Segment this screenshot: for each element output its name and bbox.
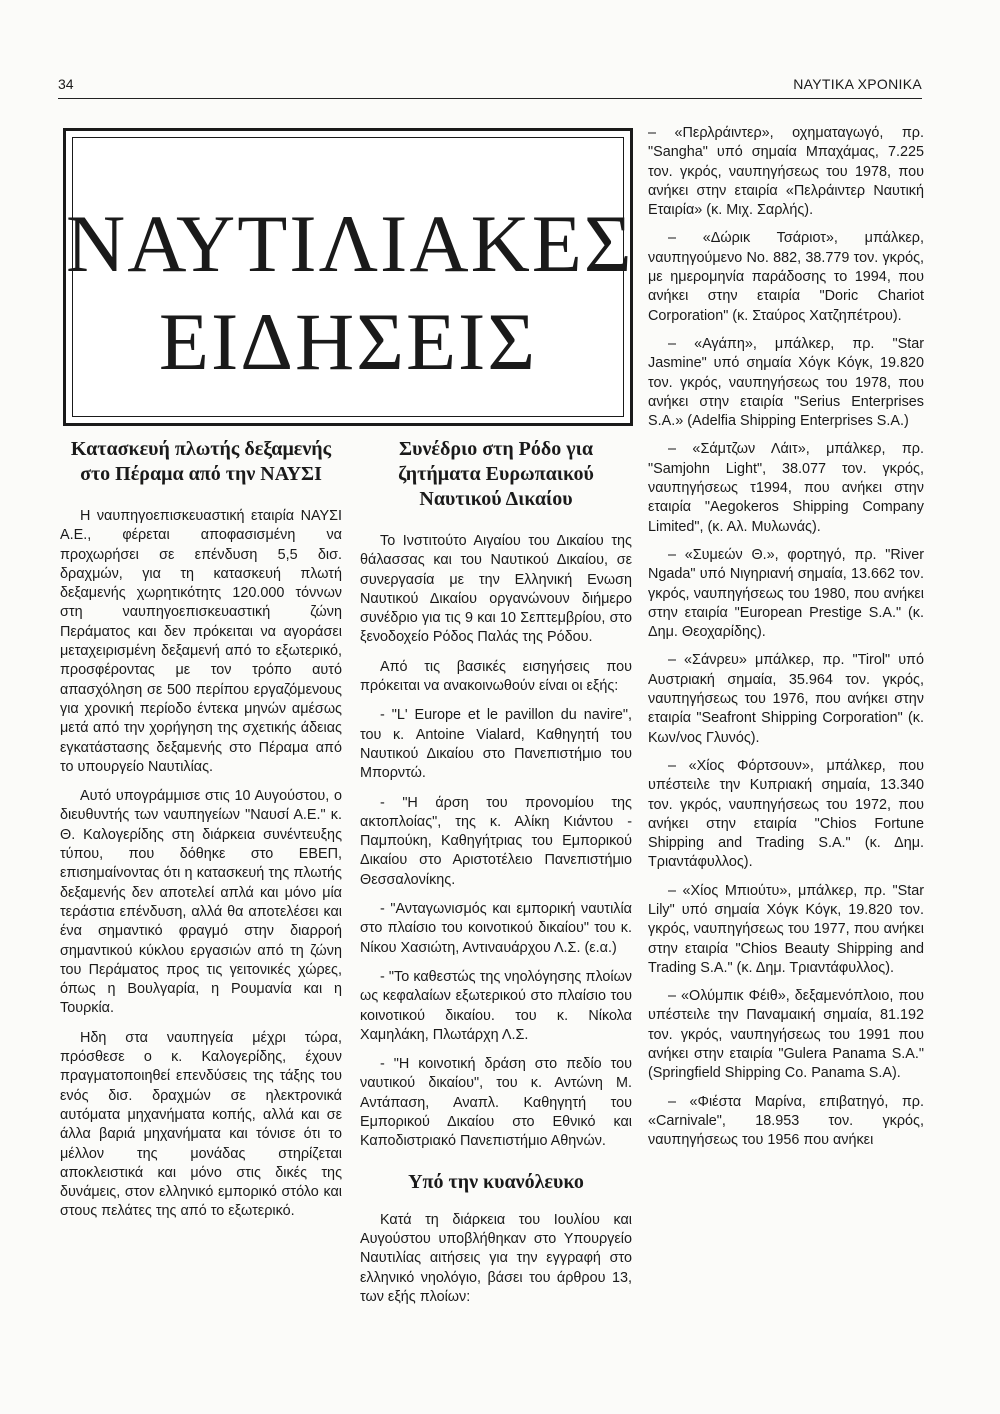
article3-paragraph: Κατά τη διάρκεια του Ιουλίου και Αυγούστου υποβλήθηκαν στο Υπουργείο Ναυτιλίας αιτήσεις για την εγγραφή στο ελληνικό νηολόγιο, βάσει του άρθρου 13, των εξής πλοίων:	[360, 1211, 632, 1305]
article2-paragraph: - "Η κοινοτική δράση στο πεδίο του ναυτικού δικαίου", του κ. Αντώνη Μ. Αντάπαση, Αναπλ. Καθηγητή του Εμπορικού Δικαίου στο Εθνικό και Καποδιστριακό Πανεπιστήμιο Αθηνών.	[360, 1056, 632, 1150]
article2-paragraph: Από τις βασικές εισηγήσεις που πρόκειται να ανακοινωθούν είναι οι εξής:	[360, 658, 632, 695]
page-number: 34	[58, 76, 74, 92]
article3-paragraph: – «Χίος Φόρτσουν», μπάλκερ, που υπέστειλε την Κυπριακή σημαία, 13.340 τον. γκρός, ναυπηγήσεως του 1972, που ανήκει στην εταιρία "Chios Fortune Shipping and Trading S.A." (κ. Δημ. Τριαντάφυλλος).	[648, 757, 924, 871]
section-title-line2: ΕΙΔΗΣΕΙΣ	[158, 296, 538, 387]
article1-heading: Κατασκευή πλωτής δεξαμενής στο Πέραμα από την ΝΑΥΣΙ	[70, 438, 332, 485]
section-title-box	[63, 128, 633, 426]
article1-paragraph: Ηδη στα ναυπηγεία μέχρι τώρα, πρόσθεσε ο κ. Καλογερίδης, έχουν πραγματοποιηθεί επενδύσεις της τάξης του ενός δισ. δραχμών σε ηλεκτρονικά αυτόματα μηχανήματα κοπής, αλλά και σε άλλα βαριά μηχανήματα και τόνισε ότι το μέλλον της μονάδας στηρίζεται αποκλειστικά και μόνο στις δικές της δυνάμεις, στον ελληνικό εμπορικό στόλο και στους πελάτες της από το εξωτερικό.	[60, 1029, 342, 1220]
article3-paragraph: – «Χίος Μπιούτυ», μπάλκερ, πρ. "Star Lily" υπό σημαία Χόγκ Κόγκ, 19.820 τον. γκρός, ναυπηγήσεως του 1977, που ανήκει στην εταιρία "Chios Beauty Shipping and Trading S.A." (κ. Δημ. Τριαντάφυλλος).	[648, 882, 924, 976]
section-title-line1: ΝΑΥΤΙΛΙΑΚΕΣ	[66, 198, 634, 289]
article3-paragraph: – «Σάνρευ» μπάλκερ, πρ. "Tirol" υπό Αυστριακή σημαία, 35.964 τον. γκρός, ναυπηγήσεως του 1976, που ανήκει στην εταιρία "Seafront Shipping Corporation" (κ. Κων/νος Γλυνός).	[648, 652, 924, 746]
article2-paragraph: - "Η άρση του προνομίου της ακτοπλοίας", της κ. Αλίκη Κιάντου - Παμπούκη, Καθηγήτριας του Εμπορικού Δικαίου στο Αριστοτέλειο Πανεπιστήμιο Θεσσαλονίκης.	[360, 794, 632, 888]
article2-paragraph: - "L' Europe et le pavillon du navire", του κ. Antoine Vialard, Καθηγητή του Ναυτικού Δικαίου στο Πανεπιστήμιο του Μπορντώ.	[360, 707, 632, 782]
article1-paragraph: Η ναυπηγοεπισκευαστική εταιρία ΝΑΥΣΙ Α.Ε., φέρεται αποφασισμένη να προχωρήσει σε επένδυση 5,5 δισ. δραχμών, για τη κατασκευή πλωτή δεξαμενής χωρητικότητς 120.000 τόννων στη ναυπηγοεπισκευαστική ζώνη Περάματος και δεν πρόκειται να αγοράσει μεταχειρισμένη δεξαμενή από το εξωτερικό, προσφέροντας με τον τρόπο αυτό απασχόληση σε 500 περίπου εργαζόμενους για χρονική περίοδο έντεκα μηνών αμέσως μετά από την χορήγηση της σχετικής άδειας εγκατάστασης δεξαμενής στο Πέραμα από το υπουργείο Ναυτιλίας.	[60, 508, 342, 775]
article3-paragraph: – «Ολύμπικ Φέιθ», δεξαμενόπλοιο, που υπέστειλε την Παναμαική σημαία, 81.192 τον. γκρός, ναυπηγήσεως του 1991 που ανήκει στην εταιρία "Gulera Panama S.A." (Springfield Shipping Co. Panama S.A).	[648, 988, 924, 1082]
article2-paragraph: Το Ινστιτούτο Αιγαίου του Δικαίου της θάλασσας και του Ναυτικού Δικαίου, σε συνεργασία με την Ελληνική Ενωση Ναυτικού Δικαίου οργανώνουν διήμερο συνέδριο για τις 9 και 10 Σεπτεμβρίου, στο ξενοδοχείο Ρόδος Παλάς της Ρόδου.	[360, 533, 632, 646]
article2-heading: Συνέδριο στη Ρόδο για ζητήματα Ευρωπαικού Ναυτικού Δικαίου	[398, 438, 594, 510]
article3-paragraph: – «Συμεών Θ.», φορτηγό, πρ. "River Ngada" υπό Νιγηριανή σημαία, 13.662 τον. γκρός, ναυπηγήσεως του 1980, που ανήκει στην εταιρία "European Prestige S.A." (κ. Δημ. Θεοχαρίδης).	[648, 546, 924, 641]
article3-paragraph: – «Δώρικ Τσάριοτ», μπάλκερ, ναυπηγούμενο Νο. 882, 38.779 τον. γκρός, με ημερομηνία παράδοσης το 1994, που ανήκει στην εταιρία "Doric Chariot Corporation" (κ. Σταύρος Χατζηπέτρου).	[648, 230, 924, 324]
article3-paragraph: – «Περλράιντερ», οχηματαγωγό, πρ. "Sangha" υπό σημαία Μπαχάμας, 7.225 τον. γκρός, ναυπηγήσεως του 1978, που ανήκει στην εταιρία «Πελράιντερ Ναυτική Εταιρία» (κ. Μιχ. Σαρλής).	[648, 125, 924, 219]
article3-paragraph: – «Σάμτζων Λάιτ», μπάλκερ, πρ. "Samjohn Light", 38.077 τον. γκρός, ναυπηγήσεως τ1994, που ανήκει στην εταιρία "Aegokeros Shipping Company Limited", (κ. Αλ. Μυλωνάς).	[648, 441, 924, 535]
column-3	[648, 124, 924, 1160]
article3-heading: Υπό την κυανόλευκο	[408, 1170, 584, 1193]
article3-paragraph: – «Αγάπη», μπάλκερ, πρ. "Star Jasmine" υπό σημαία Χόγκ Κόγκ, 19.820 τον. γκρός, ναυπηγήσεως του 1978, που ανήκει στην εταιρία "Serius Enterprises S.A.» (Adelfia Shipping Enterprises S.A.)	[648, 335, 924, 430]
article2-paragraph: - "Ανταγωνισμός και εμπορική ναυτιλία στο πλαίσιο του κοινοτικού δικαίου" του κ. Νίκου Χασιώτη, Αντιναυάρχου Λ.Σ. (ε.α.)	[360, 901, 632, 956]
article1-paragraph: Αυτό υπογράμμισε στις 10 Αυγούστου, ο διευθυντής των ναυπηγείων "Ναυσί Α.Ε." κ. Θ. Καλογερίδης στη διάρκεια συνέντευξης τύπου, που δόθηκε στο ΕΒΕΠ, επισημαίνοντας ότι η κατασκευή της πλωτής δεξαμενής δεν αποτελεί απλά και μόνο μία τεράστια επένδυση, αλλά θα αποτελέσει και ένα σημαντικό φραγμό στην διαρροή σημαντικού κύκλου εργασιών από τη ζώνη του Περάματος προς τις γειτονικές χώρες, όπως η Βουλγαρία, η Ρουμανία και η Τουρκία.	[60, 788, 342, 1017]
column-1	[60, 437, 342, 1232]
header-rule	[58, 98, 922, 99]
journal-name: ΝΑΥΤΙΚΑ ΧΡΟΝΙΚΑ	[793, 76, 922, 92]
column-2	[360, 437, 632, 1317]
article2-paragraph: - "Το καθεστώς της νηολόγησης πλοίων ως κεφαλαίων εξωτερικού στο πλαίσιο του κοινοτικού δικαίου. του κ. Νίκολα Χαμηλάκη, Πλωτάρχη Λ.Σ.	[360, 968, 632, 1043]
article3-paragraph: – «Φιέστα Μαρίνα, επιβατηγό, πρ. «Carnivale", 18.953 τον. γκρός, ναυπηγήσεως του 1956 που ανήκει	[648, 1093, 924, 1149]
